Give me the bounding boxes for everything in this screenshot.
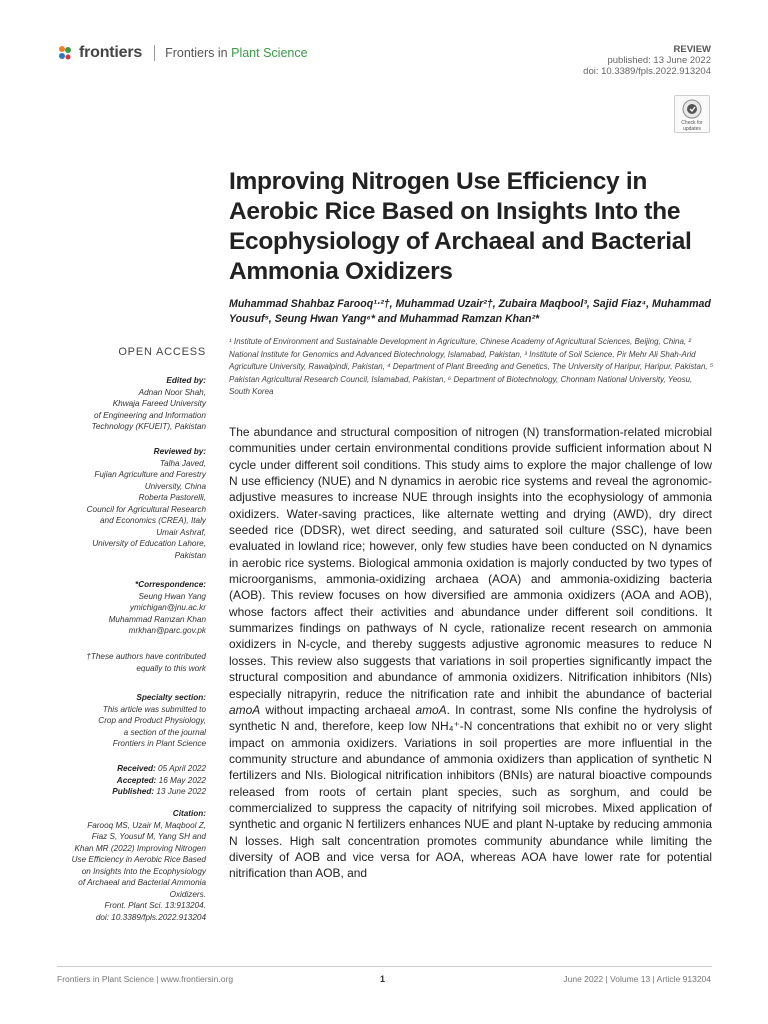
open-access-label: OPEN ACCESS <box>118 346 206 358</box>
edited-by-heading: Edited by: <box>166 376 206 385</box>
gene-name: amoA <box>229 702 261 717</box>
footer-divider <box>57 966 712 967</box>
affiliations: ¹ Institute of Environment and Sustainable Development in Agriculture, Chinese Academy of Agricultural Sciences, Beijing, China, ² National Institute for Genomics and Advanced Biotechnology, Islamabad, Pakistan, ³ Institute of Soil Science, Pir Mehr Ali Shah-Arid Agriculture University, Rawalpindi, Pakistan, ⁴ Department of Plant Breeding and Genetics, The University of Haripur, Haripur, Pakistan, ⁵ Pakistan Agricultural Research Council, Islamabad, Pakistan, ⁶ Department of Biotechnology, Chonnam National University, Yeosu, South Korea <box>229 337 714 396</box>
journal-name: Frontiers in Plant Science <box>165 46 308 60</box>
article-type: REVIEW <box>673 44 711 55</box>
citation-heading: Citation: <box>172 809 206 818</box>
logo-divider <box>154 45 155 61</box>
article-doi[interactable]: doi: 10.3389/fpls.2022.913204 <box>583 66 711 77</box>
footer-journal-link[interactable]: Frontiers in Plant Science | www.frontiersin.org <box>57 974 234 984</box>
correspondence-section: *Correspondence: Seung Hwan Yang ymichigan@jnu.ac.kr Muhammad Ramzan Khan mrkhan@parc.gov.pk <box>36 579 206 637</box>
dates-section: Received: 05 April 2022 Accepted: 16 May 2022 Published: 13 June 2022 <box>112 764 206 796</box>
check-updates-label: Check for updates <box>681 120 703 132</box>
page-number: 1 <box>380 974 386 984</box>
email-link[interactable]: ymichigan@jnu.ac.kr <box>129 603 206 612</box>
published-date: published: 13 June 2022 <box>607 55 711 66</box>
frontiers-logo[interactable] <box>57 44 308 62</box>
specialty-heading: Specialty section: <box>136 693 206 702</box>
abstract: The abundance and structural composition of nitrogen (N) transformation-related microbial communities under certain environmental conditions provide sufficient information about N cycle under different soil conditions. This study aims to explore the major challenge of low N use efficiency (NUE) and N dynamics in aerobic rice systems and reveal the agronomic-adjustive measures to increase NUE through insights into the ecophysiology of ammonia oxidizers. Water-saving practices, like alternate wetting and drying (AWD), dry direct seeded rice (DDSR), wet direct seeding, and saturated soil culture (SSC), have been evaluated in lowland rice; however, only few studies have been conducted on N dynamics in aerobic rice systems. Biological ammonia oxidation is majorly conducted by two types of microorganisms, ammonia-oxidizing archaea (AOA) and ammonia-oxidizing bacteria (AOB). This review focuses on how diversified are ammonia oxidizers (AOA and AOB), whose factors affect their activities and abundance under different soil conditions. It summarizes findings on pathways of N cycle, rationalize recent research on ammonia oxidizers in N-cycle, and thereby suggests adjustive agronomic measures to reduce N losses. This review also suggests that variations in soil properties significantly impact the structural composition and abundance of ammonia oxidizers. Nitrification inhibitors (NIs) especially nitrapyrin, reduce the nitrification rate and inhibit the abundance of bacterial amoA without impacting archaeal amoA. In contrast, some NIs confine the hydrolysis of synthetic N and, therefore, keep low NH₄⁺-N concentrations that exhibit no or very slight impact on ammonia oxidizers. Variations in soil properties are more influential in the community structure and abundance of ammonia oxidizers than application of synthetic N fertilizers and NIs. Biological nitrification inhibitors (BNIs) are natural bioactive compounds released from roots of certain plant species, such as sorghum, and could be commercialized to suppress the capacity of nitrifying soil microbes. Mixed application of synthetic and organic N fertilizers enhances NUE and plant N-uptake by reducing ammonia N losses. High salt concentration promotes community abundance while limiting the diversity of AOB and vice versa for AOA, whereas AOA have lower rate for potential nitrification than AOB, and <box>229 425 712 881</box>
brand-name: frontiers <box>79 44 143 61</box>
email-link[interactable]: mrkhan@parc.gov.pk <box>128 626 206 635</box>
footer-issue-info: June 2022 | Volume 13 | Article 913204 <box>563 974 711 984</box>
specialty-section: Specialty section: This article was submitted to Crop and Product Physiology, a section of the journal Frontiers in Plant Science <box>36 692 206 750</box>
edited-by-section: Edited by: Adnan Noor Shah, Khwaja Fareed University of Engineering and Information Technology (KFUEIT), Pakistan <box>36 375 206 433</box>
article-title: Improving Nitrogen Use Efficiency in Aerobic Rice Based on Insights Into the Ecophysiology of Archaeal and Bacterial Ammonia Oxidizers <box>229 168 692 285</box>
citation-section: Citation: Farooq MS, Uzair M, Maqbool Z, Fiaz S, Yousuf M, Yang SH and Khan MR (2022) Improving Nitrogen Use Efficiency in Aerobic Rice Based on Insights Into the Ecophysiology of Archaeal and Bacterial Ammonia Oxidizers. Front. Plant Sci. 13:913204. doi: 10.3389/fpls.2022.913204 <box>36 808 206 923</box>
reviewed-by-section: Reviewed by: Talha Javed, Fujian Agriculture and Forestry University, China Roberta Pastorelli, Council for Agricultural Research and Economics (CREA), Italy Umair Ashraf, University of Education Lahore, Pakistan <box>36 446 206 561</box>
author-list: Muhammad Shahbaz Farooq¹·²†, Muhammad Uzair²†, Zubaira Maqbool³, Sajid Fiaz⁴, Muhammad Yousuf⁵, Seung Hwan Yang⁶* and Muhammad Ramzan Khan²* <box>229 298 711 325</box>
check-updates-icon <box>682 99 702 119</box>
equal-contribution-note: †These authors have contributed equally to this work <box>86 652 206 673</box>
frontiers-logo-icon <box>57 45 73 61</box>
reviewed-by-heading: Reviewed by: <box>153 447 206 456</box>
check-for-updates-badge[interactable] <box>674 95 710 133</box>
gene-name: amoA <box>415 702 447 717</box>
article-meta <box>583 44 711 77</box>
citation-doi[interactable]: doi: 10.3389/fpls.2022.913204 <box>95 912 206 922</box>
correspondence-heading: *Correspondence: <box>135 580 206 589</box>
